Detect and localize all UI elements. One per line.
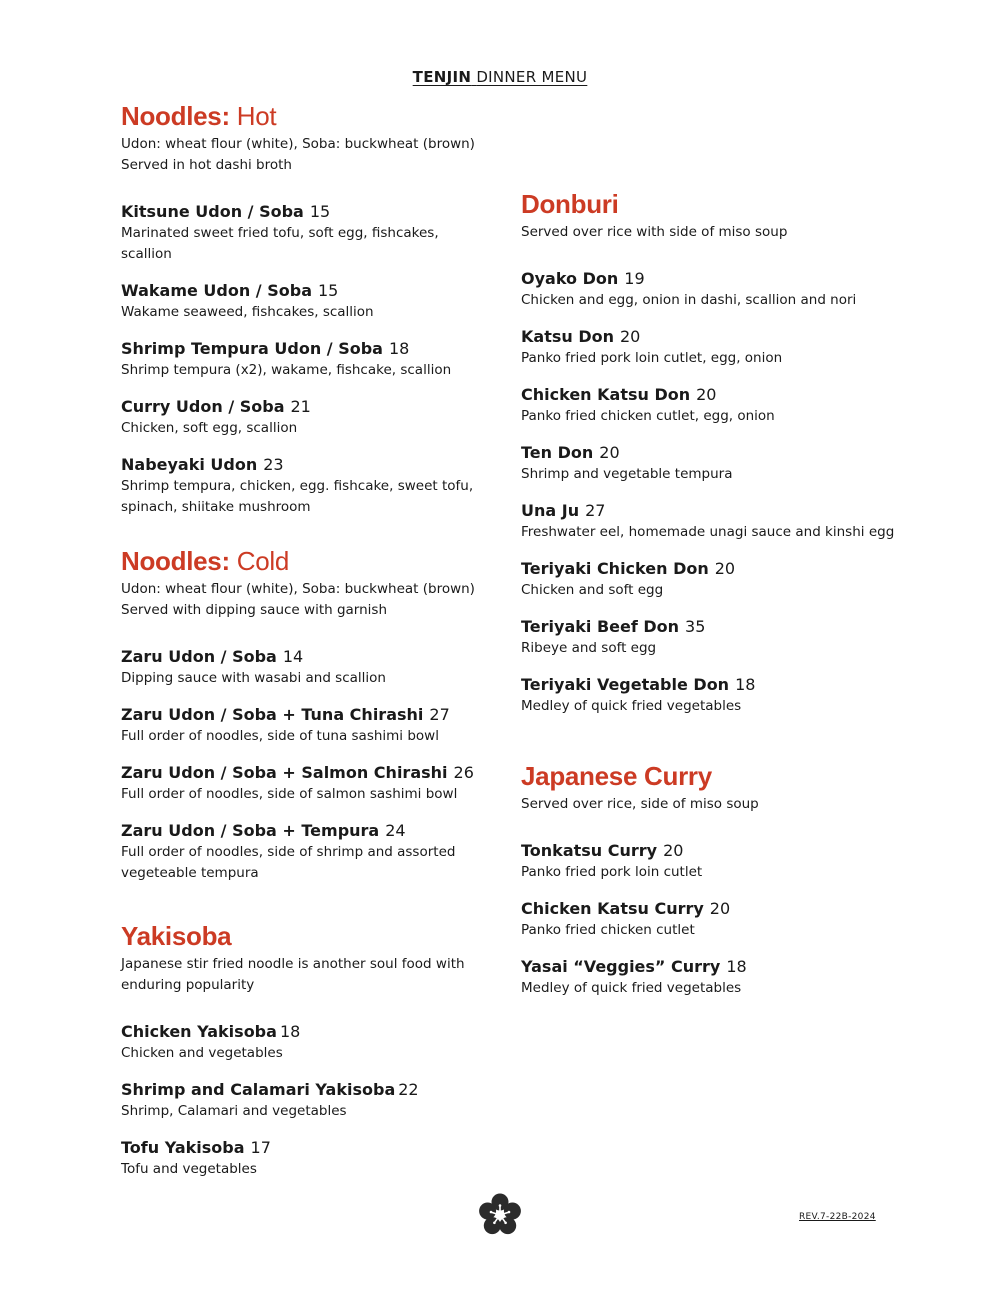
item-description: vegeteable tempura xyxy=(121,865,259,881)
menu-item xyxy=(521,558,901,601)
section-title: Donburi xyxy=(521,189,619,219)
item-price: 18 xyxy=(388,339,410,358)
section-title-light: Cold xyxy=(236,546,290,576)
menu-item xyxy=(121,201,491,265)
item-price: 17 xyxy=(250,1138,271,1157)
item-price: 27 xyxy=(429,705,450,724)
section-description-line: Served in hot dashi broth xyxy=(121,157,292,173)
menu-item xyxy=(121,820,491,884)
section-title-bold: Noodles: xyxy=(121,101,230,131)
section-title xyxy=(121,98,491,134)
item-name: Zaru Udon / Soba xyxy=(121,647,277,666)
item-description: Medley of quick fried vegetables xyxy=(521,698,742,714)
item-price: 24 xyxy=(385,821,406,840)
menu-item xyxy=(121,280,491,323)
section-description xyxy=(121,954,491,996)
menu-items xyxy=(121,201,491,518)
item-price: 15 xyxy=(317,281,339,300)
section-description xyxy=(121,579,491,621)
item-description: Panko fried chicken cutlet xyxy=(521,922,695,938)
left-column xyxy=(121,98,491,1195)
item-description: Chicken and egg, onion in dashi, scallion and nori xyxy=(521,292,857,308)
item-price: 23 xyxy=(263,455,284,474)
item-price: 20 xyxy=(599,443,620,462)
menu-item xyxy=(521,384,901,427)
menu-item xyxy=(121,1021,491,1064)
item-name: Curry Udon / Soba xyxy=(121,397,285,416)
item-description: Panko fried chicken cutlet, egg, onion xyxy=(521,408,775,424)
menu-item xyxy=(121,1137,491,1180)
item-name: Teriyaki Beef Don xyxy=(521,617,680,636)
item-price: 20 xyxy=(663,841,684,860)
item-name: Shrimp Tempura Udon / Soba xyxy=(121,339,383,358)
item-name: Chicken Yakisoba xyxy=(121,1022,277,1041)
section-description-line: Served with dipping sauce with garnish xyxy=(121,602,388,618)
menu-item xyxy=(121,338,491,381)
item-price: 35 xyxy=(685,617,706,636)
brand-name: TENJIN xyxy=(412,68,472,86)
item-description: Wakame seaweed, fishcakes, scallion xyxy=(121,304,374,320)
menu-item xyxy=(521,616,901,659)
item-price: 27 xyxy=(585,501,606,520)
item-name: Zaru Udon / Soba + Tempura xyxy=(121,821,380,840)
item-price: 21 xyxy=(290,397,311,416)
item-description: Panko fried pork loin cutlet, egg, onion xyxy=(521,350,783,366)
right-column xyxy=(521,186,901,1014)
item-name: Katsu Don xyxy=(521,327,614,346)
item-name: Yasai “Veggies” Curry xyxy=(521,957,721,976)
item-name: Ten Don xyxy=(521,443,594,462)
item-name: Chicken Katsu Don xyxy=(521,385,691,404)
section-japanese-curry xyxy=(521,758,901,999)
item-price: 19 xyxy=(624,269,645,288)
section-description-line: Served over rice, side of miso soup xyxy=(521,796,759,812)
item-description: Chicken and soft egg xyxy=(521,582,664,598)
item-description: Full order of noodles, side of shrimp and assorted xyxy=(121,844,456,860)
item-price: 20 xyxy=(709,899,731,918)
item-price: 15 xyxy=(309,202,331,221)
section-title xyxy=(121,543,491,579)
item-description: Tofu and vegetables xyxy=(121,1161,257,1177)
menu-item xyxy=(521,442,901,485)
item-price: 20 xyxy=(714,559,736,578)
section-description-line: Served over rice with side of miso soup xyxy=(521,224,788,240)
plum-blossom-icon xyxy=(478,1193,522,1237)
item-description: spinach, shiitake mushroom xyxy=(121,499,311,515)
item-description: Shrimp, Calamari and vegetables xyxy=(121,1103,347,1119)
section-title: Yakisoba xyxy=(121,921,232,951)
item-name: Shrimp and Calamari Yakisoba xyxy=(121,1080,396,1099)
menu-item xyxy=(521,674,901,717)
menu-item xyxy=(121,704,491,747)
item-description: Chicken, soft egg, scallion xyxy=(121,420,298,436)
item-name: Nabeyaki Udon xyxy=(121,455,258,474)
section-description-line: Udon: wheat flour (white), Soba: buckwheat (brown) xyxy=(121,581,475,597)
item-description: Chicken and vegetables xyxy=(121,1045,283,1061)
item-description: Panko fried pork loin cutlet xyxy=(521,864,703,880)
item-description: Ribeye and soft egg xyxy=(521,640,657,656)
menu-items xyxy=(121,1021,491,1180)
menu-item xyxy=(521,840,901,883)
item-description: Medley of quick fried vegetables xyxy=(521,980,742,996)
menu-items xyxy=(121,646,491,884)
menu-item xyxy=(521,500,901,543)
section-description xyxy=(521,794,901,815)
menu-item xyxy=(121,646,491,689)
item-name: Tonkatsu Curry xyxy=(521,841,658,860)
section-noodles-hot xyxy=(121,98,491,518)
item-name: Teriyaki Chicken Don xyxy=(521,559,709,578)
item-description: Full order of noodles, side of salmon sashimi bowl xyxy=(121,786,458,802)
item-price: 26 xyxy=(453,763,474,782)
menu-items xyxy=(521,840,901,999)
section-description xyxy=(121,134,491,176)
section-description-line: Udon: wheat flour (white), Soba: buckwheat (brown) xyxy=(121,136,475,152)
menu-item xyxy=(521,268,901,311)
item-name: Teriyaki Vegetable Don xyxy=(521,675,730,694)
menu-subtitle: DINNER MENU xyxy=(476,68,588,86)
item-description: Shrimp tempura (x2), wakame, fishcake, scallion xyxy=(121,362,452,378)
section-noodles-cold xyxy=(121,543,491,884)
item-price: 18 xyxy=(735,675,756,694)
item-name: Zaru Udon / Soba + Tuna Chirashi xyxy=(121,705,424,724)
menu-item xyxy=(121,396,491,439)
item-description: Shrimp and vegetable tempura xyxy=(521,466,733,482)
page-title xyxy=(0,68,1000,86)
item-price: 18 xyxy=(279,1022,301,1041)
item-price: 22 xyxy=(398,1080,419,1099)
section-title: Japanese Curry xyxy=(521,761,712,791)
item-price: 14 xyxy=(282,647,304,666)
item-name: Wakame Udon / Soba xyxy=(121,281,312,300)
item-description: Freshwater eel, homemade unagi sauce and kinshi egg xyxy=(521,524,895,540)
section-description-line: enduring popularity xyxy=(121,977,255,993)
item-price: 20 xyxy=(696,385,717,404)
section-donburi xyxy=(521,186,901,717)
item-description: Shrimp tempura, chicken, egg. fishcake, sweet tofu, xyxy=(121,478,474,494)
menu-item xyxy=(121,454,491,518)
item-name: Zaru Udon / Soba + Salmon Chirashi xyxy=(121,763,448,782)
menu-items xyxy=(521,268,901,717)
item-description: Dipping sauce with wasabi and scallion xyxy=(121,670,386,686)
item-name: Oyako Don xyxy=(521,269,619,288)
section-title-light: Hot xyxy=(236,101,277,131)
item-name: Una Ju xyxy=(521,501,580,520)
section-title-bold: Noodles: xyxy=(121,546,230,576)
item-price: 20 xyxy=(620,327,641,346)
menu-item xyxy=(521,956,901,999)
item-name: Kitsune Udon / Soba xyxy=(121,202,304,221)
item-name: Chicken Katsu Curry xyxy=(521,899,704,918)
item-price: 18 xyxy=(726,957,747,976)
item-description: Full order of noodles, side of tuna sashimi bowl xyxy=(121,728,439,744)
section-description xyxy=(521,222,901,243)
section-yakisoba xyxy=(121,918,491,1180)
menu-item xyxy=(121,762,491,805)
section-description-line: Japanese stir fried noodle is another soul food with xyxy=(121,956,465,972)
menu-item xyxy=(521,326,901,369)
item-description: Marinated sweet fried tofu, soft egg, fishcakes, scallion xyxy=(121,225,439,262)
revision-code: REV.7-22B-2024 xyxy=(799,1212,876,1222)
item-name: Tofu Yakisoba xyxy=(121,1138,245,1157)
menu-item xyxy=(121,1079,491,1122)
menu-item xyxy=(521,898,901,941)
